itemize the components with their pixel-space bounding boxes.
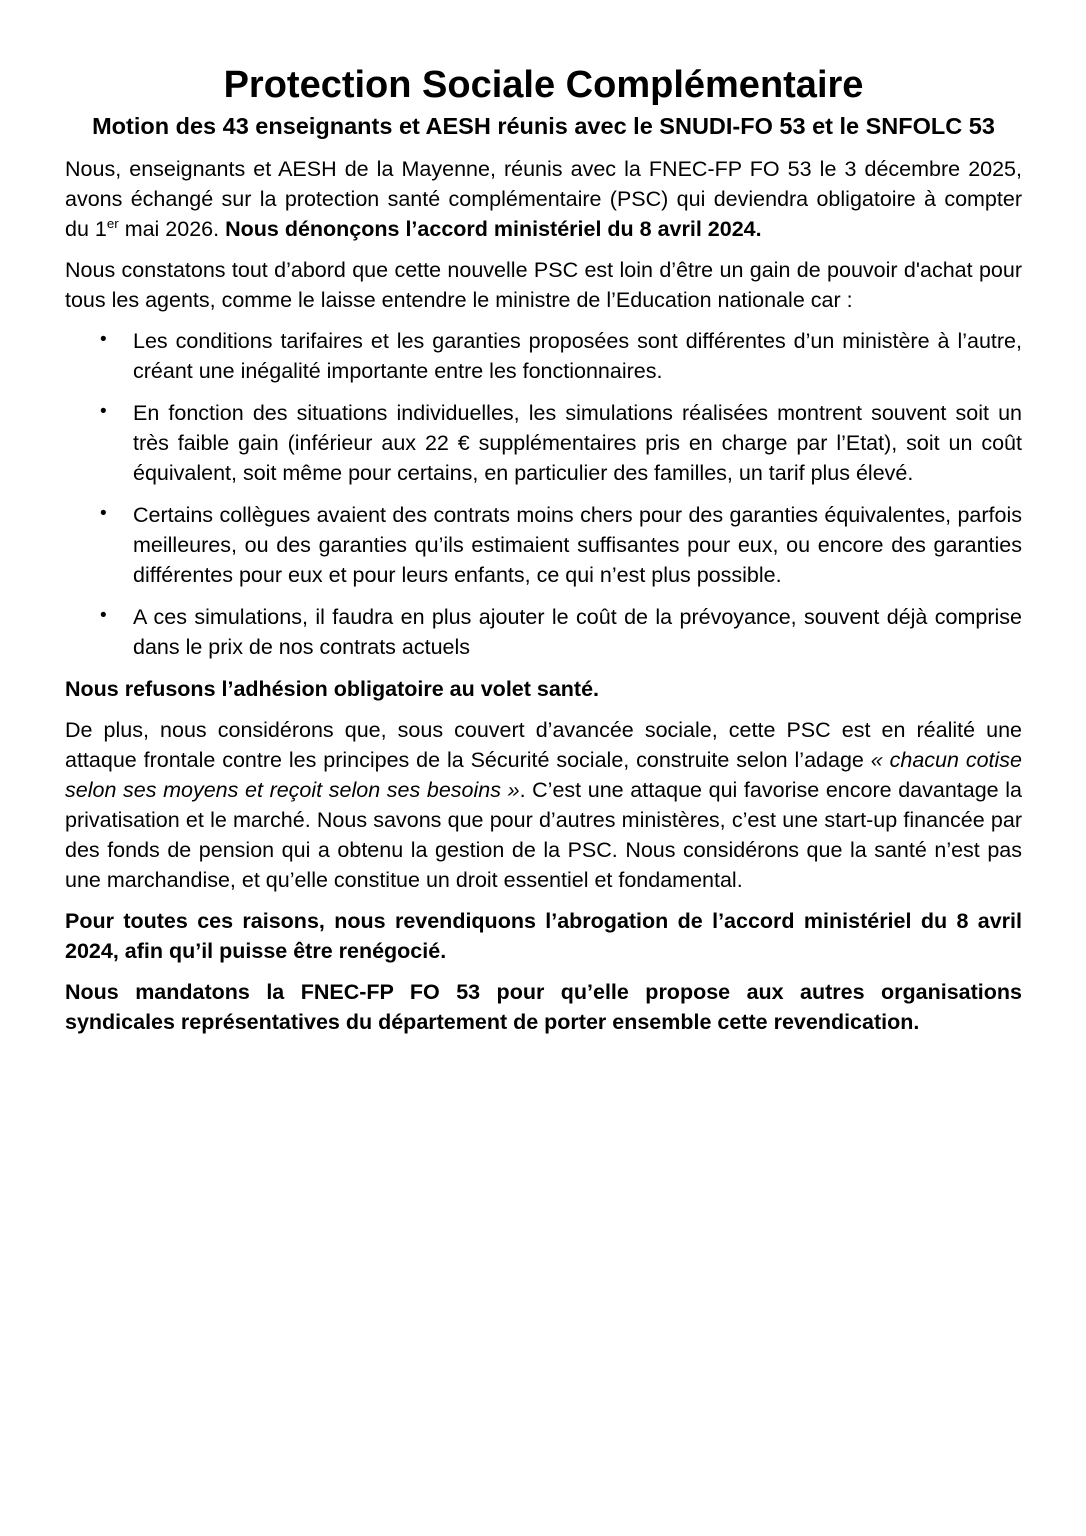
bullet-list bbox=[65, 326, 1022, 662]
bullet-text: Les conditions tarifaires et les garanties proposées sont différentes d’un ministère à l’autre, créant une inégalité importante entre les fonctionnaires. bbox=[133, 329, 1022, 383]
intro-bold-statement: Nous dénonçons l’accord ministériel du 8 avril 2024. bbox=[225, 217, 762, 241]
bullet-text: A ces simulations, il faudra en plus ajouter le coût de la prévoyance, souvent déjà comprise dans le prix de nos contrats actuels bbox=[133, 605, 1022, 659]
paragraph-refus: Nous refusons l’adhésion obligatoire au volet santé. bbox=[65, 677, 600, 701]
document-title: Protection Sociale Complémentaire bbox=[223, 64, 864, 106]
paragraph-mandat: Nous mandatons la FNEC-FP FO 53 pour qu’elle propose aux autres organisations syndicales représentatives du département de porter ensemble cette revendication. bbox=[65, 980, 1022, 1034]
bullet-icon: • bbox=[100, 401, 107, 422]
deplus-text: De plus, nous considérons que, sous couvert d’avancée sociale, cette PSC est en réalité une attaque frontale contre les principes de la Sécurité sociale, construite selon l’adage bbox=[65, 718, 1022, 772]
deplus-text-continued: . C’est une attaque qui favorise encore davantage la privatisation et le marché. Nous savons que pour d’autres ministères, c’est une start-up financée par des fonds de pension qui a obtenu la gestion de la PSC. Nous considérons que la santé n’est pas une marchandise, et qu’elle constitue un droit essentiel et fondamental. bbox=[65, 778, 1022, 892]
adage-quote-italic: « chacun cotise selon ses moyens et reçoit selon ses besoins » bbox=[65, 748, 1022, 802]
bullet-item bbox=[100, 398, 1022, 488]
document-subtitle: Motion des 43 enseignants et AESH réunis avec le SNUDI-FO 53 et le SNFOLC 53 bbox=[92, 113, 995, 139]
paragraph-intro bbox=[65, 154, 1022, 244]
intro-text-continued: mai 2026. bbox=[118, 217, 226, 241]
bullet-text: En fonction des situations individuelles, les simulations réalisées montrent souvent soit un très faible gain (inférieur aux 22 € supplémentaires pris en charge par l’Etat), soit un coût équivalent, soit même pour certains, en particulier des familles, un tarif plus élevé. bbox=[133, 401, 1022, 485]
bullet-item bbox=[100, 602, 1022, 662]
bullet-text: Certains collègues avaient des contrats moins chers pour des garanties équivalentes, parfois meilleures, ou des garanties qu’ils estimaient suffisantes pour eux, ou encore des garanties différentes pour eux et pour leurs enfants, ce qui n’est plus possible. bbox=[133, 503, 1022, 587]
paragraph-deplus bbox=[65, 715, 1022, 895]
paragraph-raisons: Pour toutes ces raisons, nous revendiquons l’abrogation de l’accord ministériel du 8 avril 2024, afin qu’il puisse être renégocié. bbox=[65, 909, 1022, 963]
paragraph-constat: Nous constatons tout d’abord que cette nouvelle PSC est loin d’être un gain de pouvoir d'achat pour tous les agents, comme le laisse entendre le ministre de l’Education nationale car : bbox=[65, 258, 1022, 312]
intro-text: Nous, enseignants et AESH de la Mayenne, réunis avec la FNEC-FP FO 53 le 3 décembre 2025, avons échangé sur la protection santé complémentaire (PSC) qui deviendra obligatoire à compter du 1 bbox=[65, 157, 1022, 241]
bullet-item bbox=[100, 500, 1022, 590]
ordinal-superscript: er bbox=[106, 215, 119, 231]
bullet-icon: • bbox=[100, 605, 107, 626]
bullet-icon: • bbox=[100, 503, 107, 524]
bullet-item bbox=[100, 326, 1022, 386]
bullet-icon: • bbox=[100, 329, 107, 350]
